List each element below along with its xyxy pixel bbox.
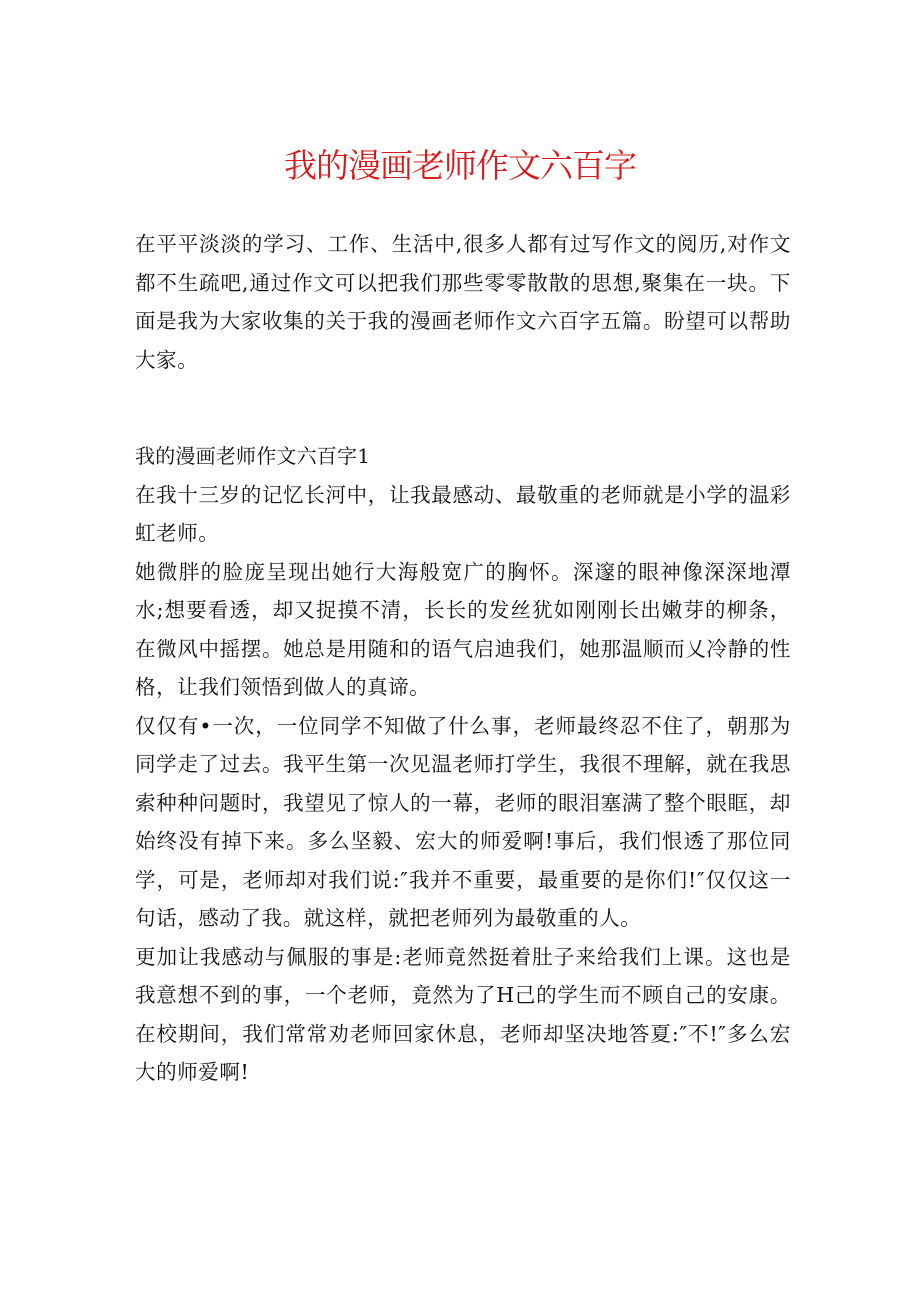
body-paragraph: 更加让我感动与佩服的事是:老师竟然挺着肚子来给我们上课。这也是我意想不到的事，一个老师，竟然为了H己的学生而不顾自己的安康。在校期间，我们常常劝老师回家休息，老师却坚决地答夏:″不!″多么宏大的师爱啊! xyxy=(135,944,791,1084)
intro-paragraph: 在平平淡淡的学习、工作、生活中,很多人都有过写作文的阅历,对作文都不生疏吧,通过作文可以把我们那些零零散散的思想,聚集在一块。下面是我为大家收集的关于我的漫画老师作文六百字五篇。盼望可以帮助大家。 xyxy=(135,232,791,372)
section-heading: 我的漫画老师作文六百字1 xyxy=(135,444,371,468)
body-paragraph: 她微胖的脸庞呈现出她行大海般宽广的胸怀。深邃的眼神像深深地潭水;想要看透，却又捉摸不清，长长的发丝犹如刚刚长出嫩芽的柳条，在微风中摇摆。她总是用随和的语气启迪我们，她那温顺而乂冷静的性格，让我们领悟到做人的真谛。 xyxy=(135,559,791,699)
document-body xyxy=(135,225,791,1092)
body-paragraph: 仅仅有•一次，一位同学不知做了什么事，老师最终忍不住了，朝那为同学走了过去。我平生第一次见温老师打学生，我很不理解，就在我思索种种问题时，我望见了惊人的一幕，老师的眼泪塞满了整个眼眶，却始终没有掉下来。多么坚毅、宏大的师爱啊!事后，我们恨透了那位同学，可是，老师却对我们说:″我并不重要，最重要的是你们!″仅仅这一句话，感动了我。就这样，就把老师列为最敬重的人。 xyxy=(135,713,791,930)
document-title: 我的漫画老师作文六百字 xyxy=(284,146,636,185)
body-paragraph: 在我十三岁的记忆长河中，让我最感动、最敬重的老师就是小学的温彩虹老师。 xyxy=(135,482,791,545)
